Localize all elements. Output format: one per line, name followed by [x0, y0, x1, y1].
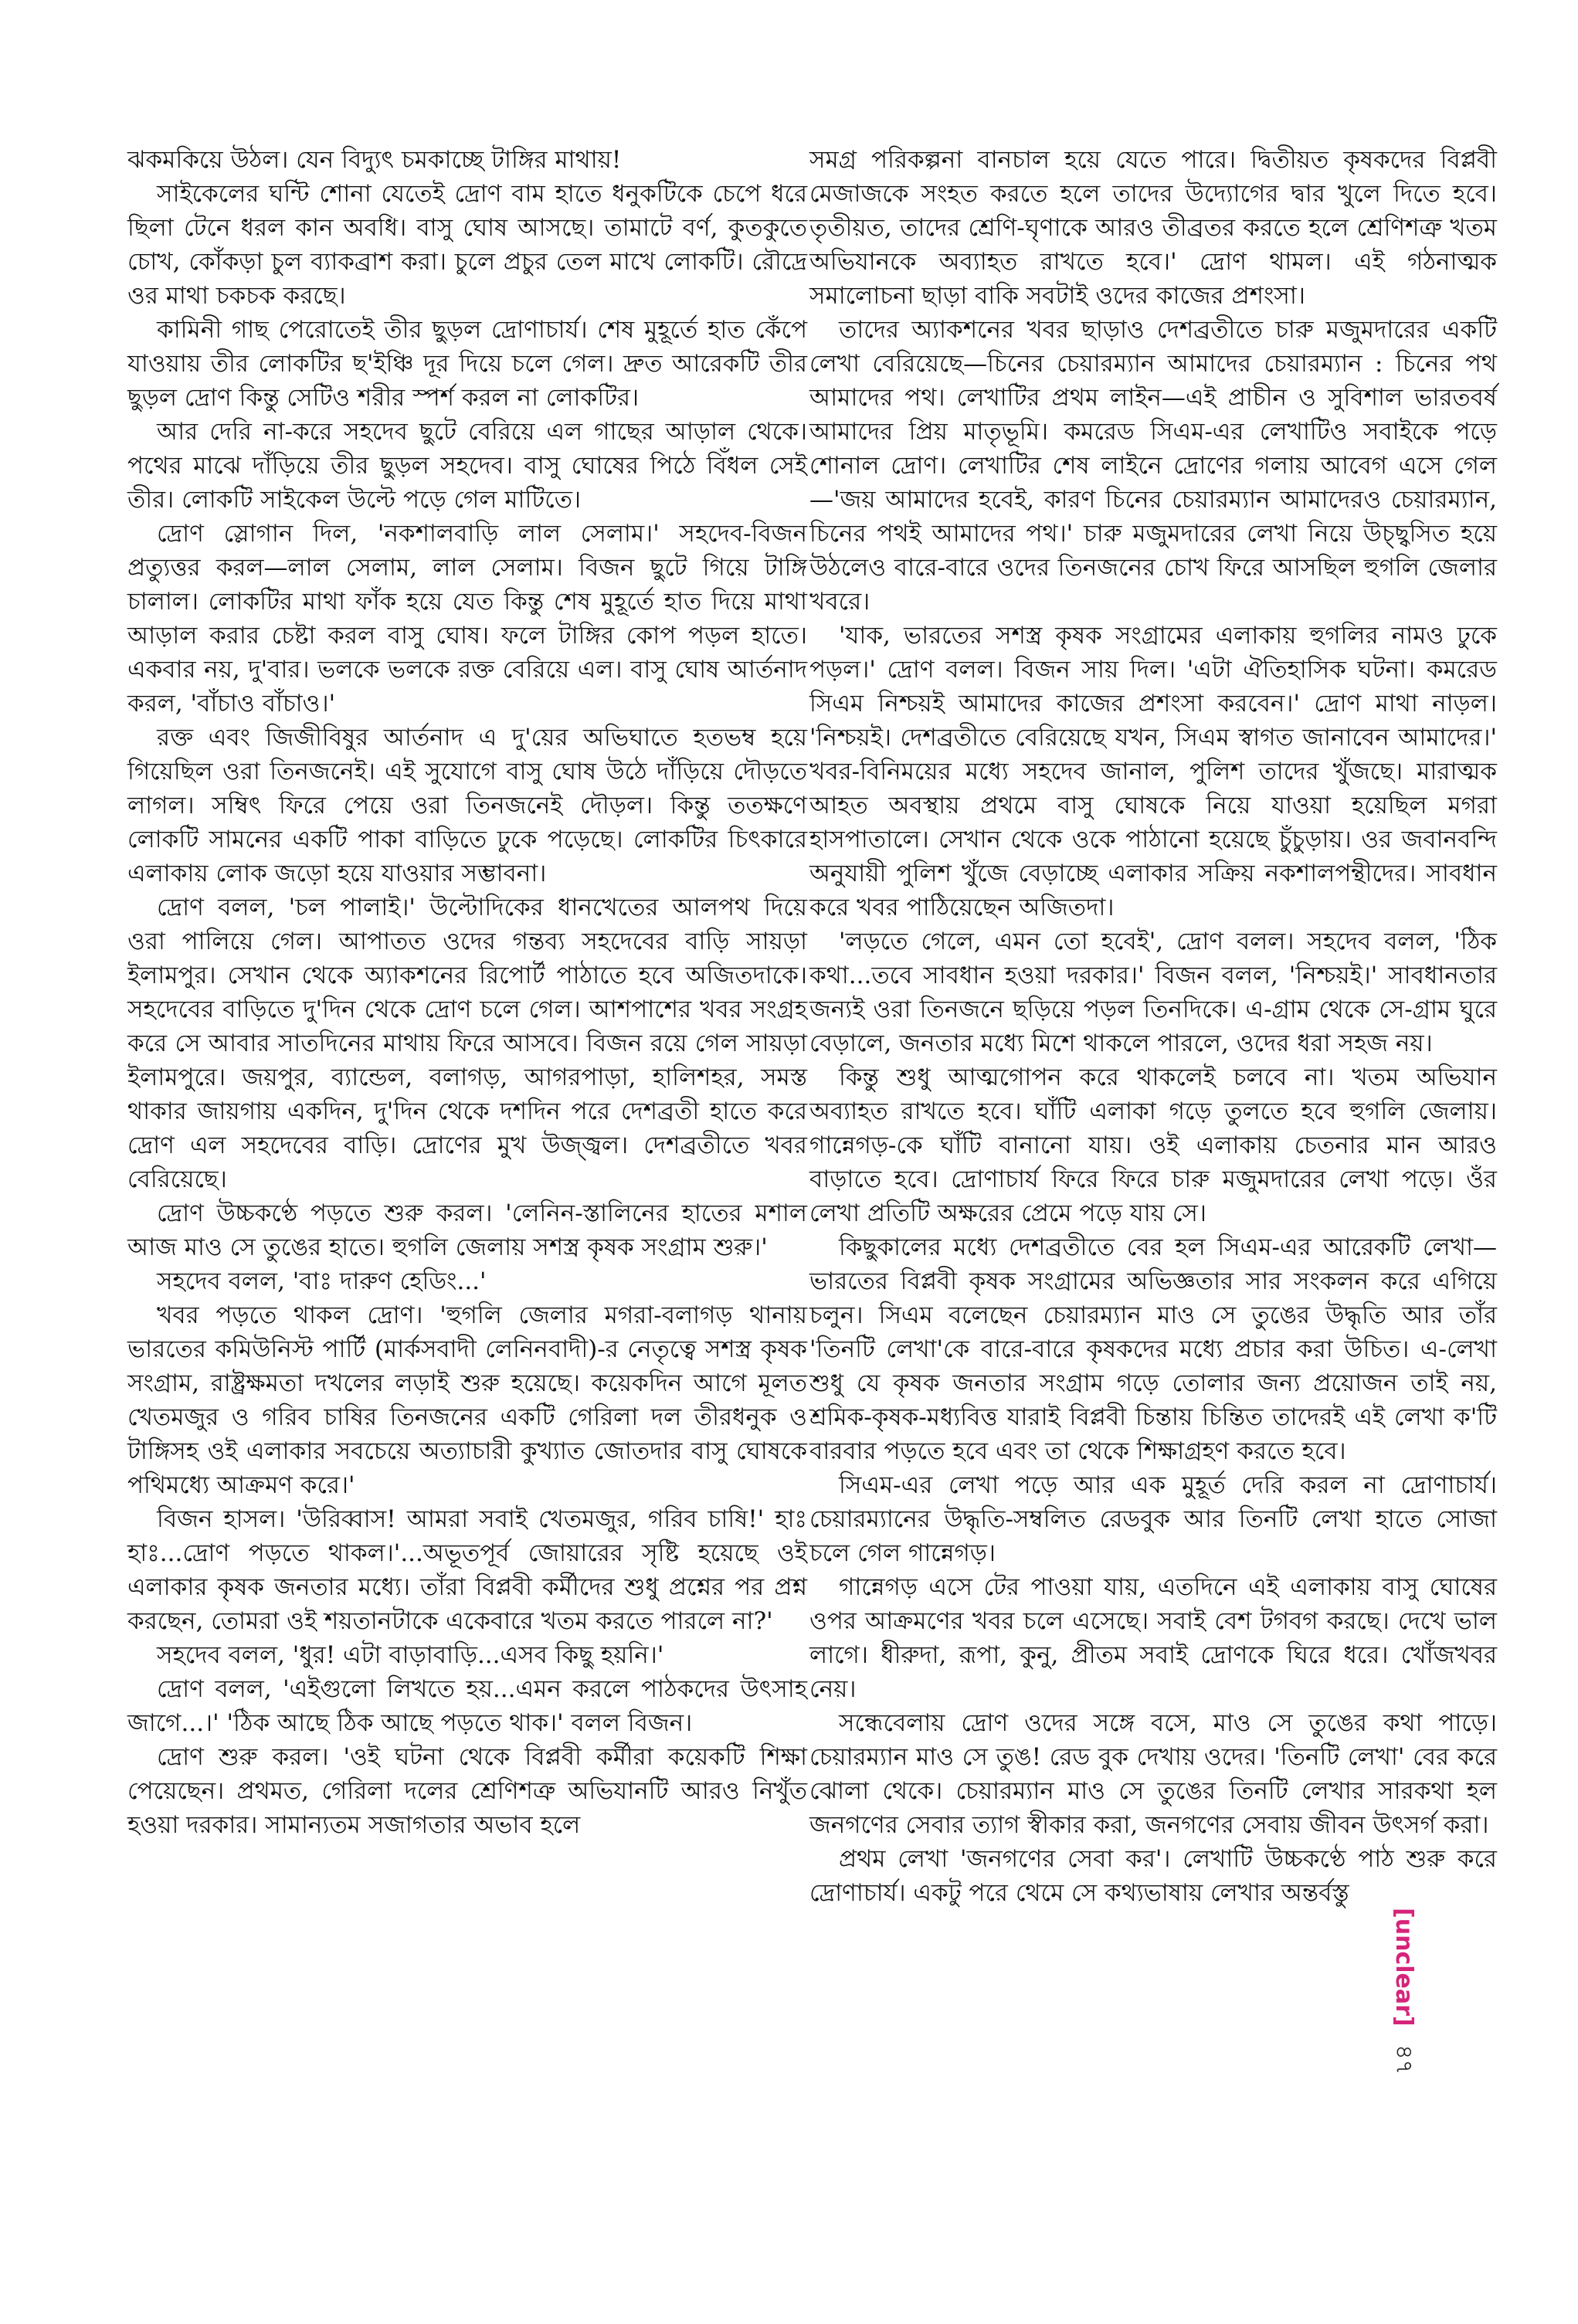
paragraph: আর দেরি না-করে সহদেব ছুটে বেরিয়ে এল গাছের আড়াল থেকে। পথের মাঝে দাঁড়িয়ে তীর ছুড়ল সহদেব। বাসু ঘোষের পিঠে বিঁধল সেই তীর। লোকটি সাইকেল উল্টে পড়ে গেল মাটিতে। [127, 418, 807, 514]
paragraph: সহদেব বলল, 'ধুর! এটা বাড়াবাড়ি...এসব কিছু হয়নি।' [157, 1641, 664, 1669]
paragraph: সমগ্র পরিকল্পনা বানচাল হয়ে যেতে পারে। দ্বিতীয়ত কৃষকদের বিপ্লবী মেজাজকে সংহত করতে হলে তাদের উদ্যোগের দ্বার খুলে দিতে হবে। তৃতীয়ত, তাদের শ্রেণি-ঘৃণাকে আরও তীব্রতর করতে হলে শ্রেণিশত্রু খতম অভিযানকে অব্যাহত রাখতে হবে।' দ্রোণ থামল। এই গঠনাত্মক সমালোচনা ছাড়া বাকি সবটাই ওদের কাজের প্রশংসা। [809, 146, 1497, 310]
paragraph: দ্রোণ শুরু করল। 'ওই ঘটনা থেকে বিপ্লবী কর্মীরা কয়েকটি শিক্ষা পেয়েছেন। প্রথমত, গেরিলা দলের শ্রেণিশত্রু অভিযানটি আরও নিখুঁত হওয়া দরকার। সামান্যতম সজাগতার অভাব হলে [127, 1743, 807, 1839]
paragraph: দ্রোণ উচ্চকণ্ঠে পড়তে শুরু করল। 'লেনিন-স্তালিনের হাতের মশাল আজ মাও সে তুঙের হাতে। হুগলি জেলায় সশস্ত্র কৃষক সংগ্রাম শুরু।' [127, 1199, 807, 1261]
page-folio [1384, 1908, 1423, 2139]
paragraph: 'লড়তে গেলে, এমন তো হবেই', দ্রোণ বলল। সহদেব বলল, 'ঠিক কথা...তবে সাবধান হওয়া দরকার।' বিজন বলল, 'নিশ্চয়ই।' সাবধানতার জন্যই ওরা তিনজনে ছড়িয়ে পড়ল তিনদিকে। এ-গ্রাম থেকে সে-গ্রাম ঘুরে বেড়ালে, জনতার মধ্যে মিশে থাকলে পারলে, ওদের ধরা সহজ নয়। [809, 928, 1497, 1057]
paragraph: সাইকেলের ঘন্টি শোনা যেতেই দ্রোণ বাম হাতে ধনুকটিকে চেপে ধরে ছিলা টেনে ধরল কান অবধি। বাসু ঘোষ আসছে। তামাটে বর্ণ, কুতকুতে চোখ, কোঁকড়া চুল ব্যাকব্রাশ করা। চুলে প্রচুর তেল মাখে লোকটি। রৌদ্রে ওর মাথা চকচক করছে। [127, 180, 807, 310]
paragraph: তাদের অ্যাকশনের খবর ছাড়াও দেশব্রতীতে চারু মজুমদারের একটি লেখা বেরিয়েছে—চিনের চেয়ারম্যান আমাদের চেয়ারম্যান : চিনের পথ আমাদের পথ। লেখাটির প্রথম লাইন—এই প্রাচীন ও সুবিশাল ভারতবর্ষ আমাদের প্রিয় মাতৃভূমি। কমরেড সিএম-এর লেখাটিও সবাইকে পড়ে শোনাল দ্রোণ। লেখাটির শেষ লাইনে দ্রোণের গলায় আবেগ এসে গেল—'জয় আমাদের হবেই, কারণ চিনের চেয়ারম্যান আমাদেরও চেয়ারম্যান, চিনের পথই আমাদের পথ।' চারু মজুমদারের লেখা নিয়ে উচ্ছ্বসিত হয়ে উঠলেও বারে-বারে ওদের তিনজনের চোখ ফিরে আসছিল হুগলি জেলার খবরে। [809, 316, 1497, 616]
paragraph: কামিনী গাছ পেরোতেই তীর ছুড়ল দ্রোণাচার্য। শেষ মুহূর্তে হাত কেঁপে যাওয়ায় তীর লোকটির ছ'ইঞ্চি দূর দিয়ে চলে গেল। দ্রুত আরেকটি তীর ছুড়ল দ্রোণ কিন্তু সেটিও শরীর স্পর্শ করল না লোকটির। [127, 316, 807, 412]
paragraph: গান্নেগড় এসে টের পাওয়া যায়, এতদিনে এই এলাকায় বাসু ঘোষের ওপর আক্রমণের খবর চলে এসেছে। সবাই বেশ টগবগ করছে। দেখে ভাল লাগে। ধীরুদা, রূপা, কুনু, প্রীতম সবাই দ্রোণকে ঘিরে ধরে। খোঁজখবর নেয়। [809, 1573, 1497, 1703]
paragraph: দ্রোণ বলল, 'চল পালাই।' উল্টোদিকের ধানখেতের আলপথ দিয়ে ওরা পালিয়ে গেল। আপাতত ওদের গন্তব্য সহদেবের বাড়ি সায়ড়া ইলামপুর। সেখান থেকে অ্যাকশনের রিপোর্ট পাঠাতে হবে অজিতদাকে। সহদেবের বাড়িতে দু'দিন থেকে দ্রোণ চলে গেল। আশপাশের খবর সংগ্রহ করে সে আবার সাতদিনের মাথায় ফিরে আসবে। বিজন রয়ে গেল সায়ড়া ইলামপুরে। জয়পুর, ব্যান্ডেল, বলাগড়, আগরপাড়া, হালিশহর, সমস্ত থাকার জায়গায় একদিন, দু'দিন থেকে দশদিন পরে দেশব্রতী হাতে করে দ্রোণ এল সহদেবের বাড়ি। দ্রোণের মুখ উজ্জ্বল। দেশব্রতীতে খবর বেরিয়েছে। [127, 894, 807, 1193]
left-column [127, 143, 807, 1842]
paragraph: দ্রোণ বলল, 'এইগুলো লিখতে হয়...এমন করলে পাঠকদের উৎসাহ জাগে...।' 'ঠিক আছে ঠিক আছে পড়তে থাক।' বলল বিজন। [127, 1675, 807, 1737]
paragraph: সিএম-এর লেখা পড়ে আর এক মুহূর্ত দেরি করল না দ্রোণাচার্য। চেয়ারম্যানের উদ্ধৃতি-সম্বলিত রেডবুক আর তিনটি লেখা হাতে সোজা চলে গেল গান্নেগড়। [809, 1471, 1497, 1567]
right-column [809, 143, 1497, 1910]
paragraph: সন্ধেবেলায় দ্রোণ ওদের সঙ্গে বসে, মাও সে তুঙের কথা পাড়ে। চেয়ারম্যান মাও সে তুঙ! রেড বুক দেখায় ওদের। 'তিনটি লেখা' বের করে ঝোলা থেকে। চেয়ারম্যান মাও সে তুঙের তিনটি লেখার সারকথা হল জনগণের সেবার ত্যাগ স্বীকার করা, জনগণের সেবায় জীবন উৎসর্গ করা। [809, 1709, 1497, 1839]
paragraph: দ্রোণ স্লোগান দিল, 'নকশালবাড়ি লাল সেলাম।' সহদেব-বিজন প্রত্যুত্তর করল—লাল সেলাম, লাল সেলাম। বিজন ছুটে গিয়ে টাঙ্গি চালাল। লোকটির মাথা ফাঁক হয়ে যেত কিন্তু শেষ মুহূর্তে হাত দিয়ে মাথা আড়াল করার চেষ্টা করল বাসু ঘোষ। ফলে টাঙ্গির কোপ পড়ল হাতে। একবার নয়, দু'বার। ভলকে ভলকে রক্ত বেরিয়ে এল। বাসু ঘোষ আর্তনাদ করল, 'বাঁচাও বাঁচাও।' [127, 520, 807, 718]
magazine-name: [unclear] [1390, 1908, 1417, 2027]
paragraph: ঝকমকিয়ে উঠল। যেন বিদ্যুৎ চমকাচ্ছে টাঙ্গির মাথায়! [127, 146, 622, 174]
paragraph: বিজন হাসল। 'উরিব্বাস! আমরা সবাই খেতমজুর, গরিব চাষি!' হাঃ হাঃ...দ্রোণ পড়তে থাকল।'...অভূতপূর্ব জোয়ারের সৃষ্টি হয়েছে ওই এলাকার কৃষক জনতার মধ্যে। তাঁরা বিপ্লবী কর্মীদের শুধু প্রশ্নের পর প্রশ্ন করছেন, তোমরা ওই শয়তানটাকে একেবারে খতম করতে পারলে না?' [127, 1505, 807, 1635]
paragraph: কিন্তু শুধু আত্মগোপন করে থাকলেই চলবে না। খতম অভিযান অব্যাহত রাখতে হবে। ঘাঁটি এলাকা গড়ে তুলতে হবে হুগলি জেলায়। গান্নেগড়-কে ঘাঁটি বানানো যায়। ওই এলাকায় চেতনার মান আরও বাড়াতে হবে। দ্রোণাচার্য ফিরে ফিরে চারু মজুমদারের লেখা পড়ে। ওঁর লেখা প্রতিটি অক্ষরের প্রেমে পড়ে যায় সে। [809, 1064, 1497, 1227]
page-number: ৪৭ [1390, 2044, 1417, 2075]
paragraph: সহদেব বলল, 'বাঃ দারুণ হেডিং...' [157, 1267, 487, 1295]
paragraph: খবর পড়তে থাকল দ্রোণ। 'হুগলি জেলার মগরা-বলাগড় থানায় ভারতের কমিউনিস্ট পার্টি (মার্কসবাদী লেনিনবাদী)-র নেতৃত্বে সশস্ত্র কৃষক সংগ্রাম, রাষ্ট্রক্ষমতা দখলের লড়াই শুরু হয়েছে। কয়েকদিন আগে মূলত খেতমজুর ও গরিব চাষির তিনজনের একটি গেরিলা দল তীরধনুক ও টাঙ্গিসহ ওই এলাকার সবচেয়ে অত্যাচারী কুখ্যাত জোতদার বাসু ঘোষকে পথিমধ্যে আক্রমণ করে।' [127, 1301, 807, 1499]
paragraph: রক্ত এবং জিজীবিষুর আর্তনাদ এ দু'য়ের অভিঘাতে হতভম্ব হয়ে গিয়েছিল ওরা তিনজনেই। এই সুযোগে বাসু ঘোষ উঠে দাঁড়িয়ে দৌড়তে লাগল। সম্বিৎ ফিরে পেয়ে ওরা তিনজনেই দৌড়ল। কিন্তু ততক্ষণে লোকটি সামনের একটি পাকা বাড়িতে ঢুকে পড়েছে। লোকটির চিৎকারে এলাকায় লোক জড়ো হয়ে যাওয়ার সম্ভাবনা। [127, 724, 807, 887]
paragraph: কিছুকালের মধ্যে দেশব্রতীতে বের হল সিএম-এর আরেকটি লেখা—ভারতের বিপ্লবী কৃষক সংগ্রামের অভিজ্ঞতার সার সংকলন করে এগিয়ে চলুন। সিএম বলেছেন চেয়ারম্যান মাও সে তুঙের উদ্ধৃতি আর তাঁর 'তিনটি লেখা'কে বারে-বারে কৃষকদের মধ্যে প্রচার করা উচিত। এ-লেখা শুধু যে কৃষক জনতার সংগ্রাম গড়ে তোলার জন্য প্রয়োজন তাই নয়, শ্রমিক-কৃষক-মধ্যবিত্ত যারাই বিপ্লবী চিন্তায় চিন্তিত তাদেরই এই লেখা ক'টি বারবার পড়তে হবে এবং তা থেকে শিক্ষাগ্রহণ করতে হবে। [809, 1233, 1497, 1465]
paragraph: প্রথম লেখা 'জনগণের সেবা কর'। লেখাটি উচ্চকণ্ঠে পাঠ শুরু করে দ্রোণাচার্য। একটু পরে থেমে সে কথ্যভাষায় লেখার অন্তর্বস্তু [809, 1845, 1497, 1907]
paragraph: 'যাক, ভারতের সশস্ত্র কৃষক সংগ্রামের এলাকায় হুগলির নামও ঢুকে পড়ল।' দ্রোণ বলল। বিজন সায় দিল। 'এটা ঐতিহাসিক ঘটনা। কমরেড সিএম নিশ্চয়ই আমাদের কাজের প্রশংসা করবেন।' দ্রোণ মাথা নাড়ল। 'নিশ্চয়ই। দেশব্রতীতে বেরিয়েছে যখন, সিএম স্বাগত জানাবেন আমাদের।' খবর-বিনিময়ের মধ্যে সহদেব জানাল, পুলিশ তাদের খুঁজছে। মারাত্মক আহত অবস্থায় প্রথমে বাসু ঘোষকে নিয়ে যাওয়া হয়েছিল মগরা হাসপাতালে। সেখান থেকে ওকে পাঠানো হয়েছে চুঁচুড়ায়। ওর জবানবন্দি অনুযায়ী পুলিশ খুঁজে বেড়াচ্ছে এলাকার সক্রিয় নকশালপন্থীদের। সাবধান করে খবর পাঠিয়েছেন অজিতদা। [809, 622, 1497, 921]
